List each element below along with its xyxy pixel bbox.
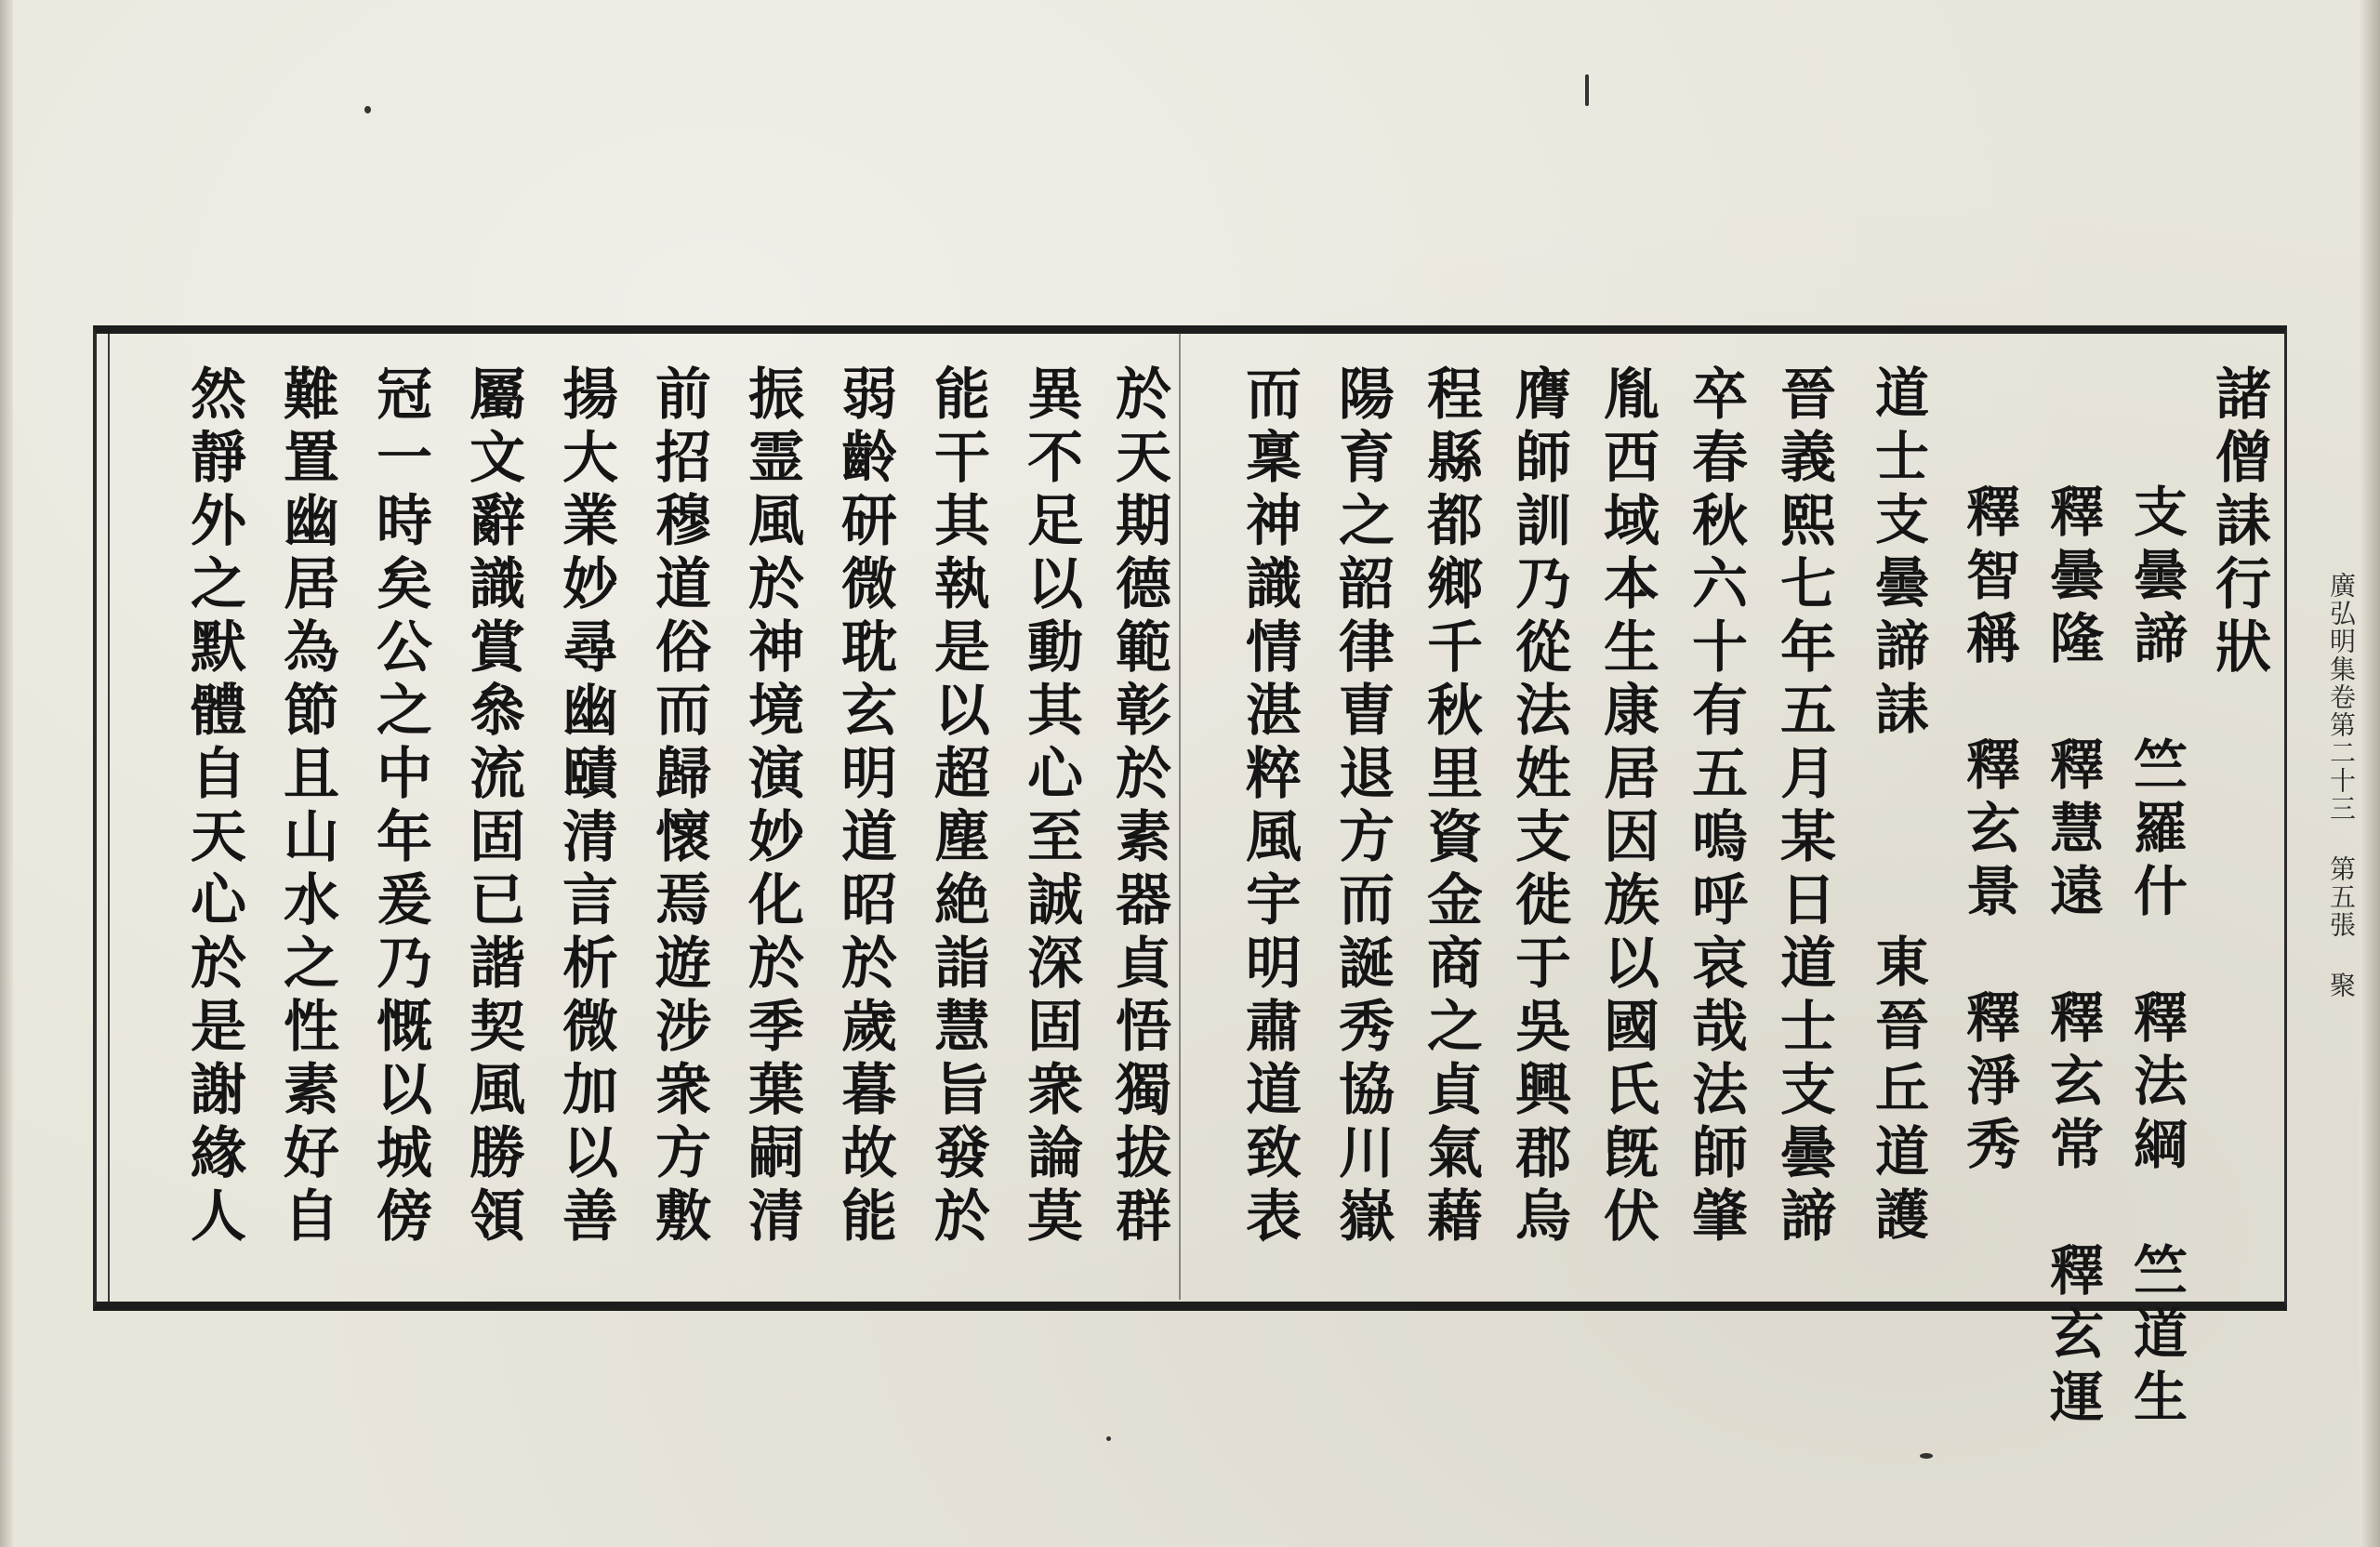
ink-speck — [364, 106, 371, 113]
page-fold-line — [1179, 333, 1181, 1300]
text-column: 前招穆道俗而歸懷焉遊涉衆方敷 — [646, 364, 711, 1250]
text-column: 陽育之韶律曺退方而誕秀協川嶽 — [1329, 364, 1395, 1250]
text-column: 冠一時矣公之中年爰乃慨以城傍 — [367, 364, 432, 1250]
text-column: 道士支曇諦誄 東晉丘道護 — [1866, 364, 1929, 1250]
text-column: 揚大業妙尋幽賾清言析微加以善 — [553, 364, 618, 1250]
text-column: 於天期德範彰於素器貞悟獨拔群 — [1106, 364, 1171, 1250]
text-column: 弱齡研微耽玄明道昭於歲暮故能 — [832, 364, 897, 1250]
text-column: 然靜外之默體自天心於是謝緣人 — [181, 364, 246, 1250]
text-column: 程縣都鄉千秋里資金商之貞氣藉 — [1418, 364, 1483, 1250]
text-column: 釋曇隆 釋慧遠 釋玄常 釋玄運 — [2041, 483, 2104, 1432]
text-column: 膺師訓乃從法姓支徙于吳興郡烏 — [1506, 364, 1571, 1250]
text-column: 能干其執是以超塵絶詣慧旨發於 — [925, 364, 990, 1250]
ink-speck — [1920, 1453, 1933, 1459]
text-column: 異不足以動其心至誠深固衆論莫 — [1018, 364, 1083, 1250]
text-column: 支曇諦 竺羅什 釋法綱 竺道生 — [2124, 483, 2188, 1432]
text-column: 屬文辭識賞叅流固已諧契風勝領 — [460, 364, 525, 1250]
book-spine-left — [0, 0, 13, 1547]
ink-speck — [1585, 74, 1589, 106]
text-column: 振霊風於神境演妙化於季葉嗣清 — [739, 364, 804, 1250]
text-column: 胤西域本生康居因族以國氏旣伏 — [1594, 364, 1659, 1250]
text-column: 難置幽居為節且山水之性素好自 — [274, 364, 339, 1250]
margin-note: 廣弘明集卷第二十三 第五張 聚 — [2326, 572, 2357, 999]
text-column: 而稟神識情湛粹風宇明肅道致表 — [1236, 364, 1302, 1250]
text-column-title: 諸僧誄行狀 — [2206, 364, 2271, 681]
text-column: 晉義熙七年五月某日道士支曇諦 — [1771, 364, 1836, 1250]
text-column: 卒春秋六十有五嗚呼哀哉法師肇 — [1683, 364, 1748, 1250]
ink-speck — [1106, 1436, 1111, 1441]
text-column: 釋智稱 釋玄景 釋淨秀 — [1957, 483, 2020, 1179]
book-spine-right — [2360, 0, 2380, 1547]
